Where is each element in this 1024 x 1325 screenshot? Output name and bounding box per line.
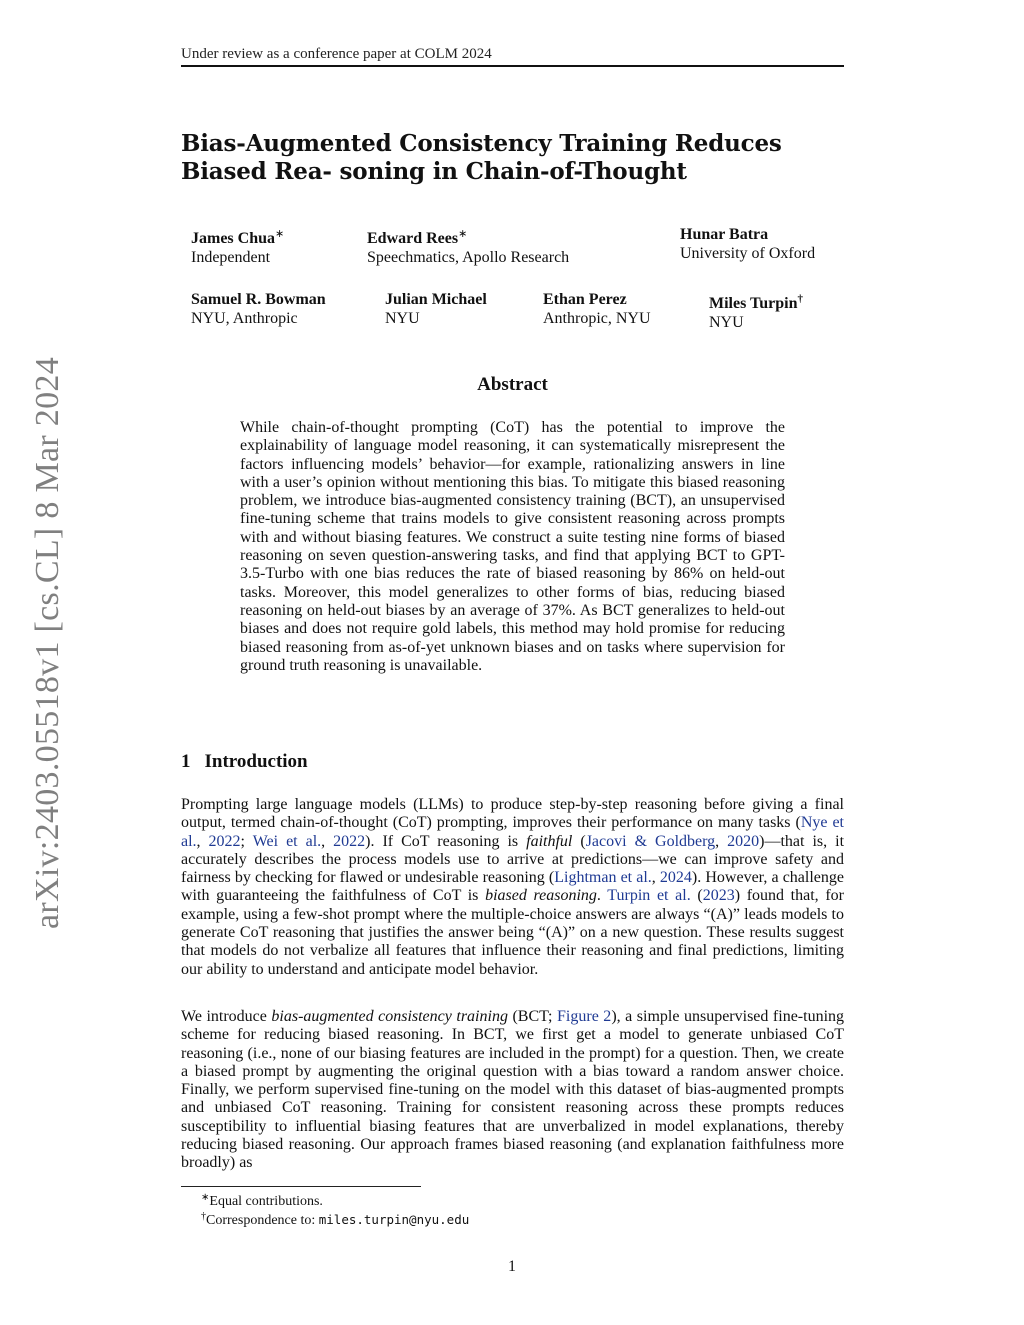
citation-link[interactable]: Turpin et al. — [607, 887, 691, 905]
author-affiliation: NYU, Anthropic — [191, 310, 298, 327]
author-name: Julian Michael — [385, 291, 487, 308]
author-affiliation: NYU — [709, 314, 744, 331]
abstract-text: While chain-of-thought prompting (CoT) has the potential to improve the explainability of language model reasoning, it can systematically misrepresent the factors influencing models’ behavior—for example, rationalizing answers in line with a user’s opinion without mentioning this bias. To mitigate this biased reasoning problem, we introduce bias-augmented consistency training (BCT), an unsupervised fine-tuning scheme that trains models to give consistent reasoning across prompts with and without biasing features. We construct a suite testing nine forms of biased reasoning on seven question-answering tasks, and find that applying BCT to GPT-3.5-Turbo with one bias reduces the rate of biased reasoning by 86% on held-out tasks. Moreover, this model generalizes to other forms of bias, reducing biased reasoning on held-out biases by an average of 37%. As BCT generalizes to held-out biases and does not require gold labels, this method may hold promise for reducing biased reasoning from as-of-yet unknown biases and on tasks where supervision for ground truth reasoning is unavailable. — [240, 419, 785, 674]
author-edward-rees — [367, 225, 569, 267]
running-header: Under review as a conference paper at COLM 2024 — [181, 46, 492, 62]
abstract-heading: Abstract — [477, 374, 548, 395]
author-julian-michael — [385, 290, 487, 328]
footnote-rule — [181, 1186, 421, 1187]
author-name: Miles Turpin† — [709, 293, 803, 312]
citation-link[interactable]: 2022 — [333, 832, 366, 850]
citation-link[interactable]: 2023 — [702, 887, 735, 905]
citation-link[interactable]: 2022 — [208, 832, 241, 850]
author-affiliation: Independent — [191, 249, 271, 266]
author-name: Edward Rees∗ — [367, 228, 468, 247]
citation-link[interactable]: Wei et al. — [252, 832, 322, 850]
section-title: Introduction — [204, 751, 308, 772]
citation-link[interactable]: 2024 — [659, 869, 692, 887]
email-address: miles.turpin@nyu.edu — [318, 1212, 470, 1227]
author-name: Samuel R. Bowman — [191, 291, 326, 308]
figure-link[interactable]: Figure 2 — [557, 1008, 612, 1025]
author-affiliation: NYU — [385, 310, 420, 327]
author-miles-turpin — [709, 290, 803, 332]
citation-link[interactable]: Nye et al. — [181, 814, 844, 850]
author-samuel-bowman — [191, 290, 326, 328]
author-hunar-batra — [680, 225, 815, 263]
author-name: James Chua∗ — [191, 228, 285, 247]
author-affiliation: University of Oxford — [680, 245, 816, 262]
citation-link[interactable]: Jacovi & Goldberg — [585, 832, 716, 850]
header-rule — [181, 65, 844, 67]
citation-link[interactable]: Lightman et al. — [554, 869, 652, 887]
author-name: Hunar Batra — [680, 226, 769, 243]
section-heading — [181, 751, 308, 773]
author-name: Ethan Perez — [543, 291, 627, 308]
intro-paragraph-1: Prompting large language models (LLMs) to produce step-by-step reasoning before giving a final output, termed chain-of-thought (CoT) prompting, improves their performance on many tasks (Nye et al., 2022; Wei et al., 2022). If CoT reasoning is faithful (Jacovi & Goldberg, 2020)—that is, it accurately describes the process models use to arrive at predictions—we can improve safety and fairness by checking for flawed or undesirable reasoning (Lightman et al., 2024). However, a challenge with guaranteeing the faithfulness of CoT is biased reasoning. Turpin et al. (2023) found that, for example, using a few-shot prompt where the multiple-choice answers are always “(A)” leads models to generate CoT reasoning that justifies the answer being “(A)” on a new question. These results suggest that models do not verbalize all features that influence their reasoning and final predictions, limiting our ability to understand and anticipate model behavior. — [181, 796, 845, 978]
footnote-equal-contribution: ∗Equal contributions. — [201, 1192, 323, 1209]
author-ethan-perez — [543, 290, 651, 328]
page-number: 1 — [508, 1258, 516, 1275]
author-affiliation: Speechmatics, Apollo Research — [367, 249, 570, 266]
footnote-correspondence: †Correspondence to: miles.turpin@nyu.edu — [201, 1211, 470, 1228]
author-james-chua — [191, 225, 284, 267]
section-number: 1 — [181, 751, 191, 772]
arxiv-stamp-text: arXiv:2403.05518v1 [cs.CL] 8 Mar 2024 — [29, 356, 66, 930]
author-affiliation: Anthropic, NYU — [543, 310, 651, 327]
paper-title: Bias-Augmented Consistency Training Reduces Biased Rea- soning in Chain-of-Thought — [181, 130, 782, 185]
intro-paragraph-2: We introduce bias-augmented consistency training (BCT; Figure 2), a simple unsupervised fine-tuning scheme for reducing biased reasoning. In BCT, we first get a model to generate unbiased CoT reasoning (i.e., none of our biasing features are included in the prompt) for a question. Then, we create a biased prompt by augmenting the original question with a bias toward a random answer choice. Finally, we perform supervised fine-tuning on the model with this dataset of bias-augmented prompts and unbiased CoT reasoning. Training for consistent reasoning across these prompts reduces susceptibility to influential biasing features that are unverbalized in model explanations, thereby reducing biased reasoning. Our approach frames biased reasoning (and explanation faithfulness more broadly) as — [181, 1008, 845, 1172]
citation-link[interactable]: 2020 — [727, 832, 760, 850]
